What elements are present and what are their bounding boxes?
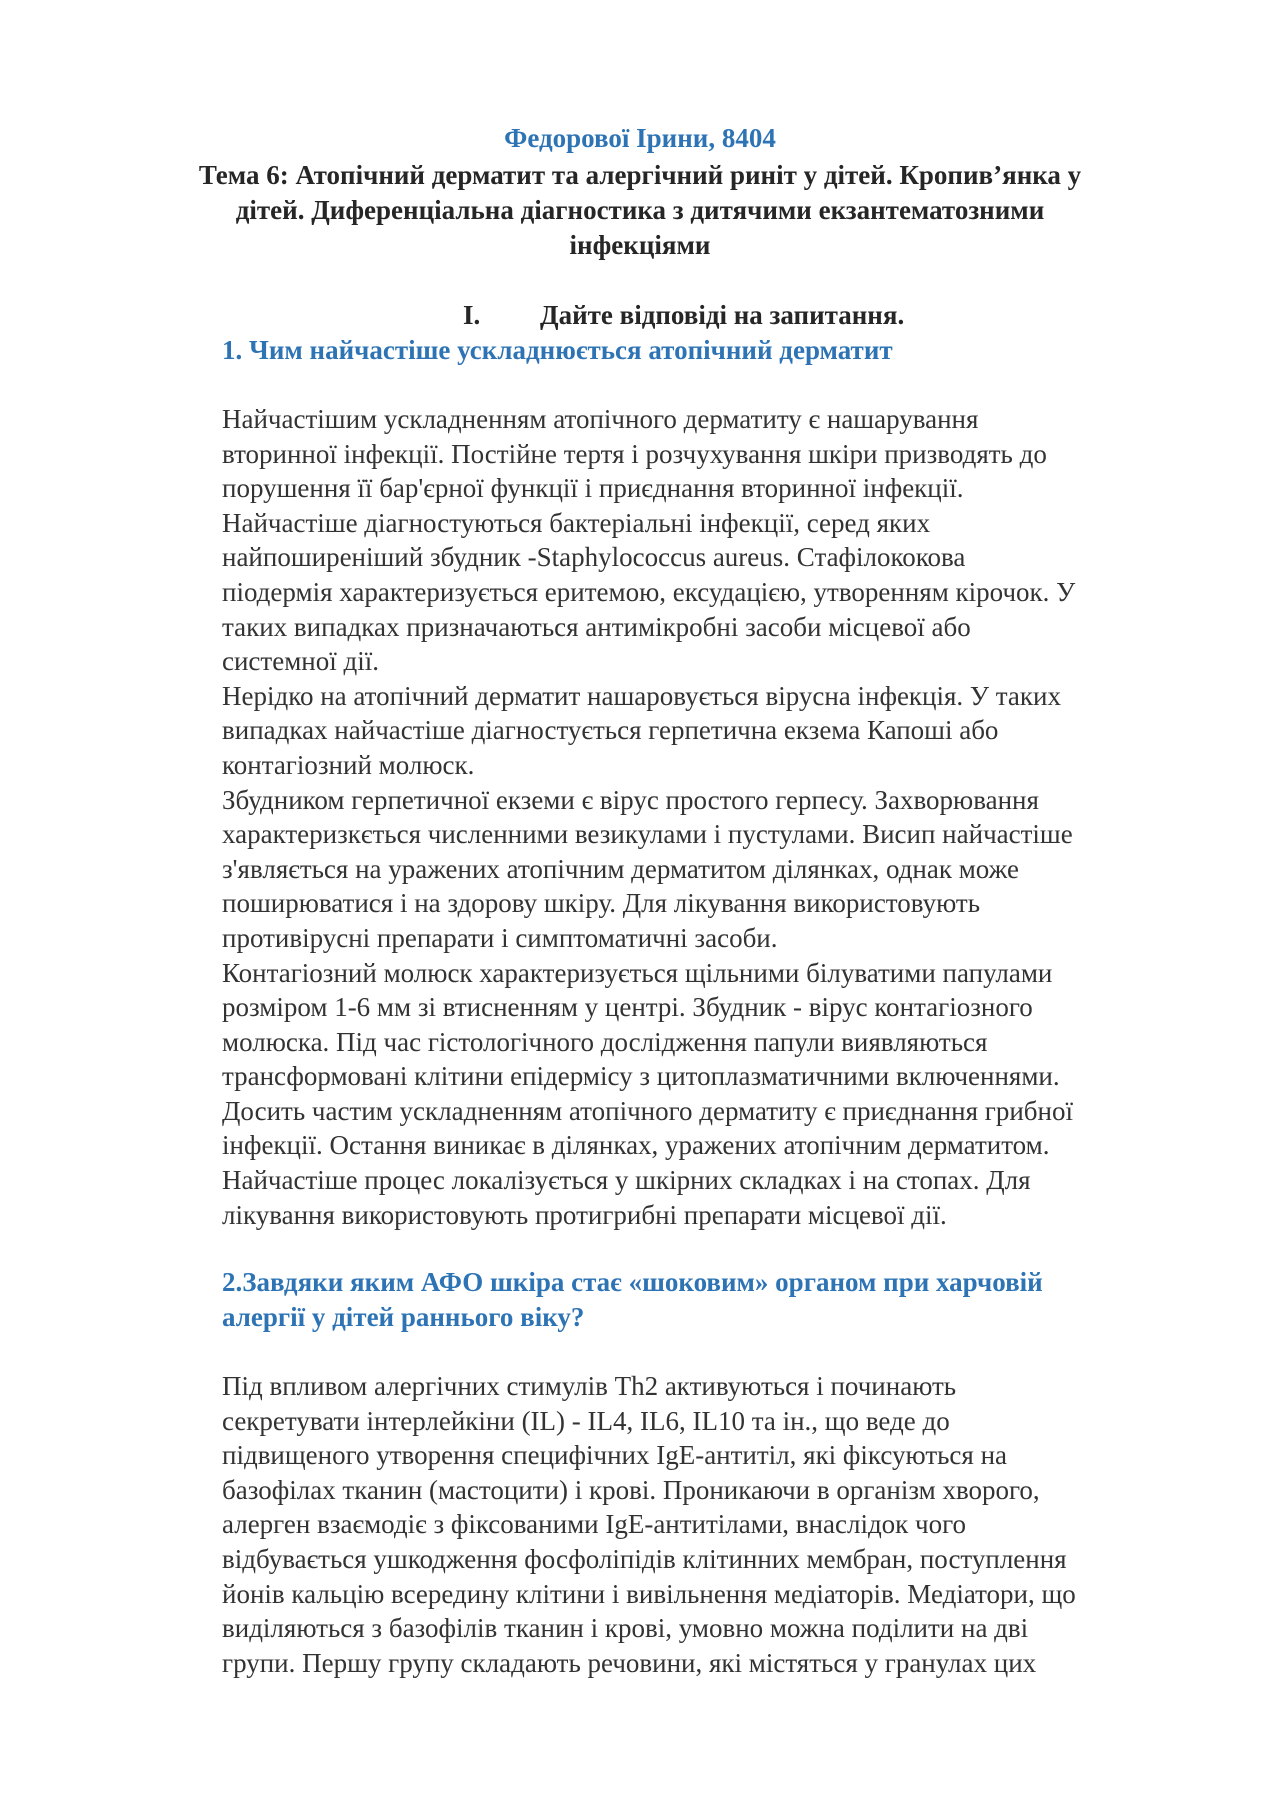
author-line: Федорової Ірини, 8404 bbox=[504, 123, 776, 153]
text-line: поширюватися і на здорову шкіру. Для лікування використовують bbox=[222, 888, 981, 919]
text-line: лікування використовують протигрибні препарати місцевої дії. bbox=[222, 1199, 947, 1230]
text-line: виділяються з базофілів тканин і крові, умовно можна поділити на дві bbox=[222, 1613, 1029, 1644]
text-line: йонів кальцію всередину клітини і вивільнення медіаторів. Медіатори, що bbox=[222, 1578, 1076, 1609]
text-line: Найчастішим ускладненням атопічного дерматиту є нашарування bbox=[222, 404, 979, 434]
text-line: молюска. Під час гістологічного дослідження папули виявляються bbox=[222, 1026, 988, 1057]
question-1-heading: 1. Чим найчастіше ускладнюється атопічний дерматит bbox=[222, 335, 893, 365]
text-line: Найчастіше процес локалізується у шкірних складках і на стопах. Для bbox=[222, 1165, 1031, 1196]
text-line: з'являється на уражених атопічним дерматитом ділянках, однак може bbox=[222, 853, 1019, 884]
answer-2-paragraph bbox=[222, 1369, 1182, 1680]
topic-title bbox=[180, 158, 1100, 263]
text-line: порушення її бар'єрної функції і приєднання вторинної інфекції. bbox=[222, 473, 964, 504]
text-line: випадках найчастіше діагностується герпетична екзема Капоші або bbox=[222, 715, 999, 746]
text-line: секретувати інтерлейкіни (IL) - IL4, IL6, IL10 та ін., що веде до bbox=[222, 1405, 950, 1436]
text-line: Досить частим ускладненням атопічного дерматиту є приєднання грибної bbox=[222, 1095, 1073, 1126]
text-line: противірусні препарати і симптоматичні засоби. bbox=[222, 922, 778, 953]
text-line: контагіозний молюск. bbox=[222, 749, 475, 780]
topic-line: інфекціями bbox=[569, 230, 711, 260]
text-line: системної дії. bbox=[222, 646, 379, 677]
text-line: групи. Першу групу складають речовини, які містяться у гранулах цих bbox=[222, 1647, 1037, 1678]
text-line: інфекції. Остання виникає в ділянках, уражених атопічним дерматитом. bbox=[222, 1130, 1050, 1161]
text-line: Під впливом алергічних стимулів Th2 активуються і починають bbox=[222, 1371, 957, 1401]
text-line: Контагіозний молюск характеризується щільними білуватими папулами bbox=[222, 957, 1053, 988]
section-numeral: I. bbox=[463, 300, 481, 330]
text-line: підвищеного утворення специфічних IgE-антитіл, які фіксуються на bbox=[222, 1440, 1008, 1471]
text-line: Збудником герпетичної екземи є вірус простого герпесу. Захворювання bbox=[222, 784, 1039, 815]
text-line: Нерідко на атопічний дерматит нашаровується вірусна інфекція. У таких bbox=[222, 680, 1061, 711]
question-2-line: 2.Завдяки яким АФО шкіра стає «шоковим» органом при харчовій bbox=[222, 1267, 1043, 1297]
text-line: характеризкється численними везикулами і пустулами. Висип найчастіше bbox=[222, 819, 1073, 850]
answer-1-paragraph bbox=[222, 402, 1182, 1232]
section-title: Дайте відповіді на запитання. bbox=[540, 300, 905, 330]
text-line: трансформовані клітини епідермісу з цитоплазматичними включеннями. bbox=[222, 1061, 1060, 1092]
question-2-line: алергії у дітей раннього віку? bbox=[222, 1302, 585, 1332]
text-line: базофілах тканин (мастоцити) і крові. Проникаючи в організм хворого, bbox=[222, 1474, 1040, 1505]
text-line: Найчастіше діагностуються бактеріальні інфекції, серед яких bbox=[222, 507, 931, 538]
question-2-heading bbox=[222, 1265, 1202, 1335]
text-line: відбувається ушкодження фосфоліпідів клітинних мембран, поступлення bbox=[222, 1543, 1067, 1574]
text-line: розміром 1-6 мм зі втисненням у центрі. Збудник - вірус контагіозного bbox=[222, 992, 1033, 1023]
text-line: вторинної інфекції. Постійне тертя і розчухування шкіри призводять до bbox=[222, 438, 1047, 469]
text-line: піодермія характеризується еритемою, ексудацією, утворенням кірочок. У bbox=[222, 576, 1076, 607]
topic-line: Тема 6: Атопічний дерматит та алергічний риніт у дітей. Кропив’янка у bbox=[198, 160, 1082, 190]
text-line: таких випадках призначаються антимікробні засоби місцевої або bbox=[222, 611, 971, 642]
text-line: найпоширеніший збудник -Staphylococcus aureus. Стафілококова bbox=[222, 542, 966, 573]
text-line: алерген взаємодіє з фіксованими IgE-антитілами, внаслідок чого bbox=[222, 1509, 967, 1540]
topic-line: дітей. Диференціальна діагностика з дитячими екзантематозними bbox=[235, 195, 1045, 225]
